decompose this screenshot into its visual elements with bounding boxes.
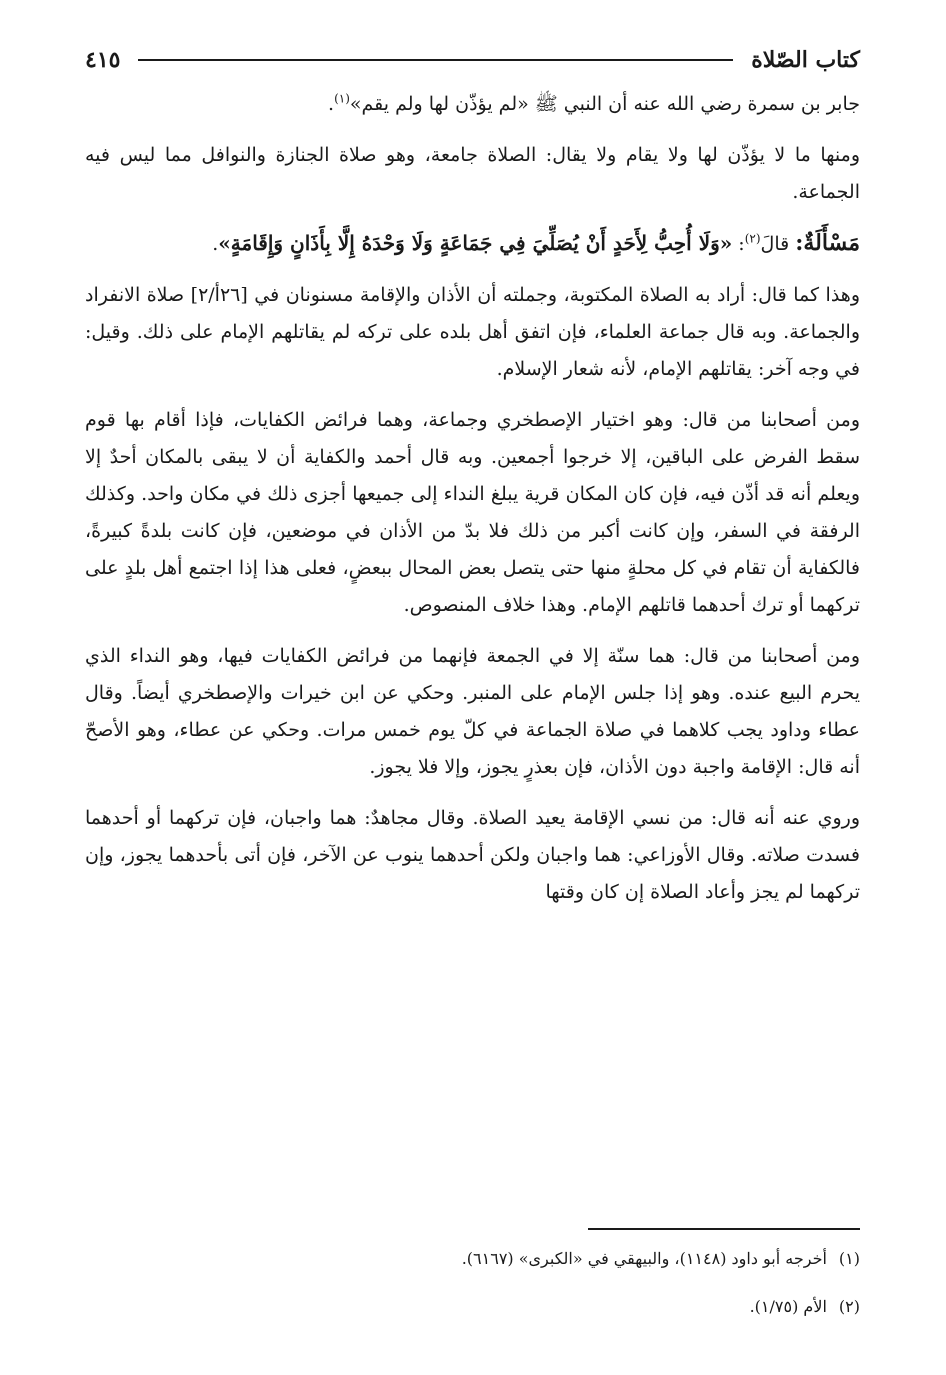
matn-quote: «وَلَا أُحِبُّ لِأَحَدٍ أَنْ يُصَلِّيَ فِي جَمَاعَةٍ وَلَا وَحْدَهُ إِلَّا بِأَذَانٍ وَإِقَامَةٍ» — [218, 231, 733, 255]
paragraph-6 — [85, 638, 860, 786]
page-number: ٤١٥ — [85, 47, 121, 73]
footnote-ref-1: (١) — [334, 91, 350, 106]
footnote-text: الأم (١/٧٥). — [749, 1297, 827, 1316]
page-body — [85, 86, 860, 925]
masala-paragraph — [85, 225, 860, 263]
header-rule — [138, 59, 733, 61]
paragraph-4 — [85, 277, 860, 388]
footnote-2 — [85, 1292, 860, 1322]
footnote-text: أخرجه أبو داود (١١٤٨)، والبيهقي في «الكبرى» (٦١٦٧). — [461, 1249, 827, 1268]
paragraph-text: وروي عنه أنه قال: من نسي الإقامة يعيد الصلاة. وقال مجاهدٌ: هما واجبان، فإن تركهما أو أحدهما فسدت صلاته. وقال الأوزاعي: هما واجبان ولكن أحدهما ينوب عن الآخر، فإن أتى بأحدهما يجوز، وإن تركهما لم يجز وأعاد الصلاة إن كان وقتها — [85, 807, 860, 903]
footnotes — [85, 1244, 860, 1340]
paragraph-text: ومن أصحابنا من قال: وهو اختيار الإصطخري وجماعة، وهما فرائض الكفايات، فإذا أقام بها قوم سقط الفرض على الباقين، إلا خرجوا أجمعين. وبه قال أحمد والكفاية أن لا يبقى بالمكان أحدٌ إلا ويعلم أنه قد أذّن فيه، فإن كان المكان قرية يبلغ النداء إلى جميعها أجزى ذلك في مكان واحد. وكذلك الرفقة في السفر، وإن كانت أكبر من ذلك فلا بدّ من الأذان في موضعين، فإن كانت بلدةً كبيرةً، فالكفاية أن تقام في كل محلةٍ منها حتى يتصل بعض المحال ببعضٍ، فعلى هذا إذا اجتمع أهل بلدٍ على تركهما أو ترك أحدهما قاتلهم الإمام. وهذا خلاف المنصوص. — [85, 409, 860, 616]
masala-lead: قالَ — [760, 233, 796, 255]
paragraph-tail: . — [328, 93, 335, 115]
running-title: كتاب الصّلاة — [751, 47, 860, 73]
paragraph-2 — [85, 137, 860, 211]
paragraph-1 — [85, 86, 860, 123]
page-header — [85, 40, 860, 80]
footnote-1 — [85, 1244, 860, 1274]
footnote-number: (٢) — [838, 1297, 860, 1316]
paragraph-text: وهذا كما قال: أراد به الصلاة المكتوبة، وجملته أن الأذان والإقامة مسنونان في [٢٦أ/٢] صلاة الانفراد والجماعة. وبه قال جماعة العلماء، فإن اتفق أهل بلده على تركه لم يقاتلهم الإمام على ذلك. وقيل: في وجه آخر: يقاتلهم الإمام، لأنه شعار الإسلام. — [85, 284, 861, 380]
paragraph-text: ومن أصحابنا من قال: هما سنّة إلا في الجمعة فإنهما من فرائض الكفايات فيها، وهو النداء الذي يحرم البيع عنده. وهو إذا جلس الإمام على المنبر. وحكي عن ابن خيرات والإصطخري أيضاً. وقال عطاء وداود يجب كلاهما في صلاة الجماعة في كلّ يوم خمس مرات. وحكي عن عطاء، وهو الأصحّ أنه قال: الإقامة واجبة دون الأذان، فإن بعذرٍ يجوز، وإلا فلا يجوز. — [85, 645, 860, 778]
paragraph-text: ومنها ما لا يؤذّن لها ولا يقام ولا يقال: الصلاة جامعة، وهو صلاة الجنازة والنوافل مما ليس فيه الجماعة. — [85, 144, 860, 203]
footnote-ref-2: (٢) — [744, 231, 761, 246]
paragraph-5 — [85, 402, 860, 624]
masala-colon: : — [732, 233, 745, 255]
paragraph-7 — [85, 800, 860, 911]
footnote-number: (١) — [838, 1249, 860, 1268]
paragraph-tail: . — [212, 233, 219, 255]
footnote-separator — [588, 1228, 860, 1230]
masala-heading: مَسْأَلَةٌ: — [795, 230, 860, 256]
paragraph-text: جابر بن سمرة رضي الله عنه أن النبي ﷺ «لم يؤذّن لها ولم يقم» — [349, 93, 860, 115]
